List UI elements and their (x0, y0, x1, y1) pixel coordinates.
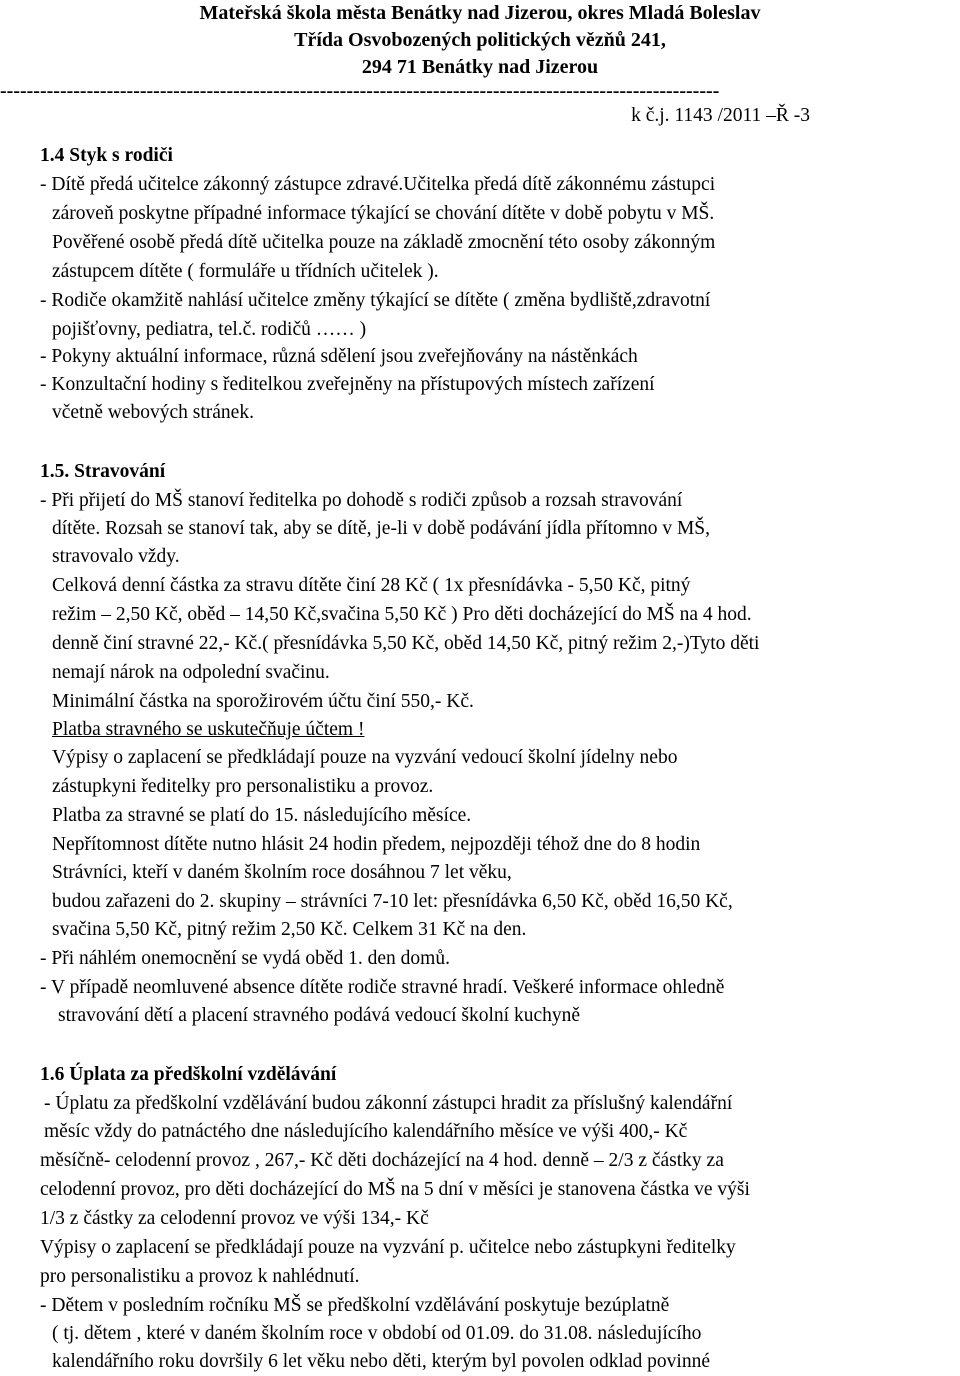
section-1-5-line: režim – 2,50 Kč, oběd – 14,50 Kč,svačina 5,50 Kč ) Pro děti docházející do MŠ na 4 hod. (52, 604, 752, 625)
section-1-5-line: Výpisy o zaplacení se předkládají pouze na vyzvání vedoucí školní jídelny nebo (52, 747, 678, 768)
section-1-5-line: - V případě neomluvené absence dítěte rodiče stravné hradí. Veškeré informace ohledně (40, 977, 725, 998)
section-1-4-line: - Konzultační hodiny s ředitelkou zveřejněny na přístupových místech zařízení (40, 374, 655, 395)
section-1-5-line: Celková denní částka za stravu dítěte činí 28 Kč ( 1x přesnídávka - 5,50 Kč, pitný (52, 575, 691, 596)
section-1-5-line: Minimální částka na sporožirovém účtu činí 550,- Kč. (52, 691, 474, 712)
section-1-5-line: dítěte. Rozsah se stanoví tak, aby se dítě, je-li v době podávání jídla přítomno v MŠ, (52, 518, 711, 539)
section-1-4-line: Pověřené osobě předá dítě učitelka pouze na základě zmocnění této osoby zákonným (52, 232, 716, 253)
section-1-5-line: stravování dětí a placení stravného podává vedoucí školní kuchyně (58, 1005, 581, 1026)
header-separator: ------------------------------------------------------------------------------------------------------------ (0, 80, 720, 102)
section-1-5-line: Platba za stravné se platí do 15. následujícího měsíce. (52, 805, 472, 826)
section-1-6-line: měsíčně- celodenní provoz , 267,- Kč děti docházející na 4 hod. denně – 2/3 z částky za (40, 1150, 724, 1171)
section-1-6-line: - Úplatu za předškolní vzdělávání budou zákonní zástupci hradit za příslušný kalendářní (44, 1093, 733, 1114)
section-1-6-line: celodenní provoz, pro děti docházející do MŠ na 5 dní v měsíci je stanovena částka ve výši (40, 1179, 750, 1200)
school-header (0, 0, 960, 81)
section-1-4-line: - Dítě předá učitelce zákonný zástupce zdravé.Učitelka předá dítě zákonnému zástupci (40, 174, 716, 195)
section-1-5-heading: Stravování (74, 461, 166, 482)
section-1-5-line: zástupkyni ředitelky pro personalistiku a provoz. (52, 776, 434, 797)
section-1-5-line-underlined: Platba stravného se uskutečňuje účtem ! (52, 719, 365, 740)
section-1-5-line: budou zařazeni do 2. skupiny – strávníci 7-10 let: přesnídávka 6,50 Kč, oběd 16,50 Kč, (52, 891, 733, 912)
section-1-5-title (40, 458, 165, 486)
reference-number: k č.j. 1143 /2011 –Ř -3 (631, 105, 810, 126)
section-1-6-title: 1.6 Úplata za předškolní vzdělávání (40, 1064, 337, 1085)
section-1-4-line: - Pokyny aktuální informace, různá sdělení jsou zveřejňovány na nástěnkách (40, 346, 638, 367)
section-1-5-line: - Při přijetí do MŠ stanoví ředitelka po dohodě s rodiči způsob a rozsah stravování (40, 490, 683, 511)
section-1-4-line: zástupcem dítěte ( formuláře u třídních učitelek ). (52, 261, 439, 282)
section-1-5-line: svačina 5,50 Kč, pitný režim 2,50 Kč. Celkem 31 Kč na den. (52, 919, 527, 940)
section-1-6-line: 1/3 z částky za celodenní provoz ve výši 134,- Kč (40, 1208, 429, 1229)
section-1-6-line: měsíc vždy do patnáctého dne následujícího kalendářního měsíce ve výši 400,- Kč (44, 1121, 688, 1142)
school-city: 294 71 Benátky nad Jizerou (361, 56, 599, 78)
section-1-5-line: stravovalo vždy. (52, 546, 180, 567)
section-1-5-number: 1.5. (40, 461, 70, 482)
section-1-4-line: - Rodiče okamžitě nahlásí učitelce změny týkající se dítěte ( změna bydliště,zdravotní (40, 290, 711, 311)
section-1-5-line: Nepřítomnost dítěte nutno hlásit 24 hodin předem, nejpozději téhož dne do 8 hodin (52, 834, 701, 855)
section-1-6-line: ( tj. dětem , které v daném školním roce v období od 01.09. do 31.08. následujícího (52, 1323, 702, 1344)
section-1-5-line: nemají nárok na odpolední svačinu. (52, 662, 330, 683)
section-1-6-line: pro personalistiku a provoz k nahlédnutí. (40, 1266, 360, 1287)
school-street: Třída Osvobozených politických vězňů 241, (294, 29, 666, 51)
section-1-4-line: zároveň poskytne případné informace týkající se chování dítěte v době pobytu v MŠ. (52, 203, 715, 224)
section-1-5-line: Strávníci, kteří v daném školním roce dosáhnou 7 let věku, (52, 862, 512, 883)
school-name: Mateřská škola města Benátky nad Jizerou, okres Mladá Boleslav (199, 2, 761, 24)
section-1-6-line: - Dětem v posledním ročníku MŠ se předškolní vzdělávání poskytuje bezúplatně (40, 1295, 670, 1316)
section-1-6-line: kalendářního roku dovršily 6 let věku nebo děti, kterým byl povolen odklad povinné (52, 1351, 710, 1372)
section-1-5-line: denně činí stravné 22,- Kč.( přesnídávka 5,50 Kč, oběd 14,50 Kč, pitný režim 2,-)Tyto děti (52, 633, 760, 654)
section-1-4-line: pojišťovny, pediatra, tel.č. rodičů …… ) (52, 319, 367, 340)
section-1-4-line: včetně webových stránek. (52, 402, 254, 423)
section-1-4-title: 1.4 Styk s rodiči (40, 145, 173, 166)
section-1-6-line: Výpisy o zaplacení se předkládají pouze na vyzvání p. učitelce nebo zástupkyni ředitelky (40, 1237, 736, 1258)
section-1-5-line: - Při náhlém onemocnění se vydá oběd 1. den domů. (40, 948, 450, 969)
